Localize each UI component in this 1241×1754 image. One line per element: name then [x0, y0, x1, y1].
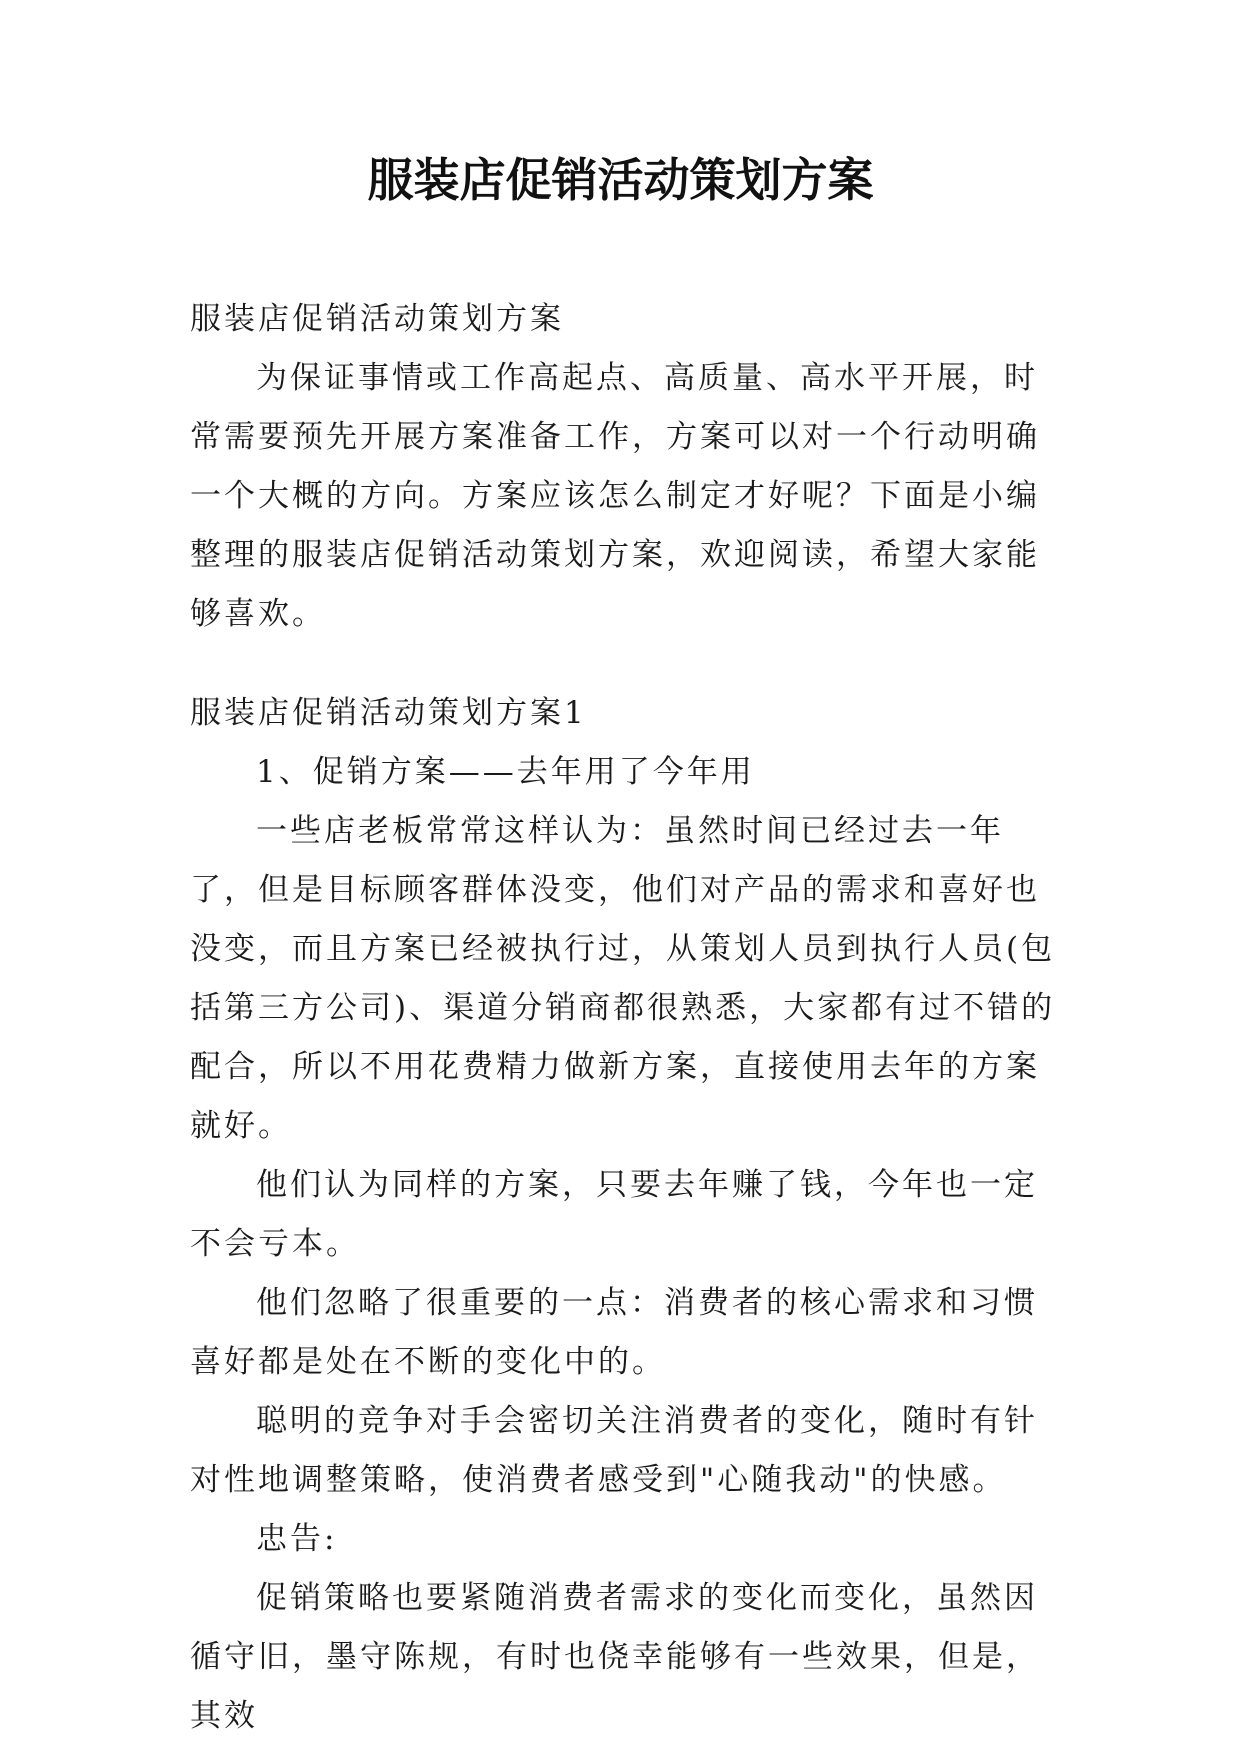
body-paragraph: 他们忽略了很重要的一点：消费者的核心需求和习惯喜好都是处在不断的变化中的。	[190, 1285, 1038, 1380]
intro-heading: 服装店促销活动策划方案	[190, 301, 564, 337]
body-paragraph: 聪明的竞争对手会密切关注消费者的变化，随时有针对性地调整策略，使消费者感受到"心随我动"的快感。	[190, 1403, 1038, 1498]
subsection-heading: 1、促销方案——去年用了今年用	[256, 754, 755, 790]
body-paragraph: 促销策略也要紧随消费者需求的变化而变化，虽然因循守旧，墨守陈规，有时也侥幸能够有一些效果，但是，其效	[190, 1580, 1040, 1734]
body-paragraph: 他们认为同样的方案，只要去年赚了钱，今年也一定不会亏本。	[190, 1167, 1038, 1262]
intro-paragraph: 为保证事情或工作高起点、高质量、高水平开展，时常需要预先开展方案准备工作，方案可以对一个行动明确一个大概的方向。方案应该怎么制定才好呢？下面是小编整理的服装店促销活动策划方案，欢迎阅读，希望大家能够喜欢。	[190, 360, 1040, 632]
document-body	[190, 290, 1060, 1746]
section-heading-1: 服装店促销活动策划方案1	[190, 695, 587, 731]
document-title: 服装店促销活动策划方案	[367, 153, 874, 207]
body-paragraph: 一些店老板常常这样认为：虽然时间已经过去一年了，但是目标顾客群体没变，他们对产品的需求和喜好也没变，而且方案已经被执行过，从策划人员到执行人员(包括第三方公司)、渠道分销商都很熟悉，大家都有过不错的配合，所以不用花费精力做新方案，直接使用去年的方案就好。	[190, 813, 1056, 1144]
advice-label: 忠告:	[256, 1521, 338, 1557]
